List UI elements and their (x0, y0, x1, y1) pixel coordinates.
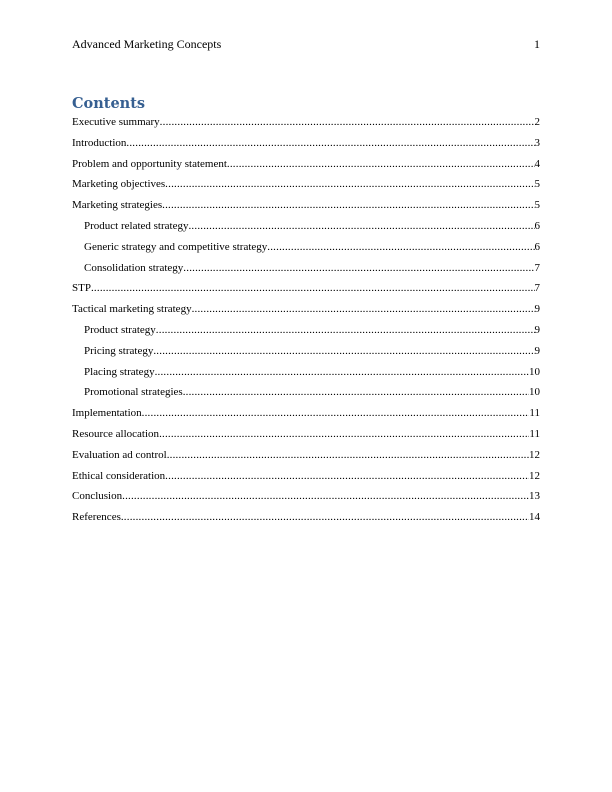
toc-entry-ethical-consideration[interactable] (72, 469, 540, 490)
toc-dot-leader (192, 302, 535, 316)
toc-dot-leader (167, 448, 529, 462)
toc-entry-problem-and-opportunity-statement[interactable] (72, 157, 540, 178)
toc-entry-marketing-strategies[interactable] (72, 198, 540, 219)
toc-dot-leader (122, 489, 529, 503)
toc-dot-leader (162, 198, 534, 212)
toc-entry-promotional-strategies[interactable] (72, 385, 540, 406)
toc-entry-page: 5 (534, 178, 540, 191)
toc-entry-evaluation-ad-control[interactable] (72, 448, 540, 469)
toc-dot-leader (183, 385, 529, 399)
toc-entry-title: Evaluation ad control (72, 448, 167, 461)
toc-dot-leader (142, 406, 530, 420)
toc-entry-page: 11 (529, 427, 540, 440)
toc-entry-page: 9 (534, 323, 540, 336)
toc-entry-executive-summary[interactable] (72, 115, 540, 136)
toc-entry-title: STP (72, 282, 91, 295)
toc-entry-introduction[interactable] (72, 136, 540, 157)
toc-entry-page: 9 (534, 344, 540, 357)
toc-entry-resource-allocation[interactable] (72, 427, 540, 448)
toc-entry-title: Conclusion (72, 490, 123, 503)
toc-entry-product-strategy[interactable] (72, 323, 540, 344)
toc-dot-leader (165, 177, 534, 191)
toc-dot-leader (188, 219, 534, 233)
toc-dot-leader (155, 365, 529, 379)
toc-entry-title: Product related strategy (84, 219, 189, 232)
toc-entry-title: Implementation (72, 407, 142, 420)
toc-entry-page: 5 (534, 199, 540, 212)
toc-entry-tactical-marketing-strategy[interactable] (72, 302, 540, 323)
toc-dot-leader (160, 115, 535, 129)
toc-entry-generic-and-competitive-strategy[interactable] (72, 240, 540, 261)
toc-entry-references[interactable] (72, 510, 540, 531)
toc-dot-leader (91, 281, 535, 295)
toc-entry-page: 9 (534, 303, 540, 316)
toc-entry-title: Promotional strategies (84, 386, 183, 399)
toc-entry-title: Introduction (72, 136, 127, 149)
toc-entry-title: Generic strategy and competitive strategy (84, 240, 268, 253)
toc-dot-leader (159, 427, 529, 441)
toc-entry-implementation[interactable] (72, 406, 540, 427)
toc-entry-title: Problem and opportunity statement (72, 157, 227, 170)
page-number: 1 (534, 37, 540, 51)
toc-entry-page: 6 (534, 219, 540, 232)
toc-entry-title: Ethical consideration (72, 469, 166, 482)
toc-entry-conclusion[interactable] (72, 489, 540, 510)
toc-entry-product-related-strategy[interactable] (72, 219, 540, 240)
table-of-contents (72, 115, 540, 531)
toc-entry-page: 10 (529, 386, 540, 399)
toc-entry-page: 13 (529, 490, 540, 503)
toc-entry-title: Tactical marketing strategy (72, 303, 192, 316)
toc-entry-page: 10 (529, 365, 540, 378)
toc-entry-marketing-objectives[interactable] (72, 177, 540, 198)
toc-dot-leader (267, 240, 534, 254)
toc-dot-leader (165, 469, 529, 483)
toc-entry-title: Marketing strategies (72, 199, 163, 212)
toc-entry-page: 7 (534, 282, 540, 295)
toc-entry-page: 12 (529, 448, 540, 461)
toc-dot-leader (183, 261, 534, 275)
toc-entry-consolidation-strategy[interactable] (72, 261, 540, 282)
toc-entry-page: 3 (534, 136, 540, 149)
toc-dot-leader (126, 136, 534, 150)
toc-entry-title: Placing strategy (84, 365, 155, 378)
toc-entry-title: Product strategy (84, 323, 156, 336)
toc-entry-page: 12 (529, 469, 540, 482)
toc-entry-page: 14 (529, 511, 540, 524)
toc-entry-page: 7 (534, 261, 540, 274)
toc-entry-title: Executive summary (72, 116, 160, 128)
toc-heading: Contents (72, 95, 146, 112)
toc-entry-page: 6 (534, 240, 540, 253)
toc-dot-leader (153, 344, 534, 358)
page-header (72, 37, 540, 51)
toc-entry-page: 4 (534, 157, 540, 170)
running-title: Advanced Marketing Concepts (72, 37, 222, 51)
toc-entry-title: Resource allocation (72, 427, 160, 440)
toc-entry-page: 11 (529, 407, 540, 420)
toc-entry-placing-strategy[interactable] (72, 365, 540, 386)
toc-entry-pricing-strategy[interactable] (72, 344, 540, 365)
toc-dot-leader (227, 157, 535, 171)
toc-dot-leader (156, 323, 535, 337)
toc-entry-title: Marketing objectives (72, 178, 166, 191)
toc-dot-leader (121, 510, 529, 524)
toc-entry-stp[interactable] (72, 281, 540, 302)
toc-entry-page: 2 (534, 116, 540, 128)
toc-entry-title: Pricing strategy (84, 344, 154, 357)
toc-entry-title: References (72, 511, 121, 524)
toc-entry-title: Consolidation strategy (84, 261, 184, 274)
